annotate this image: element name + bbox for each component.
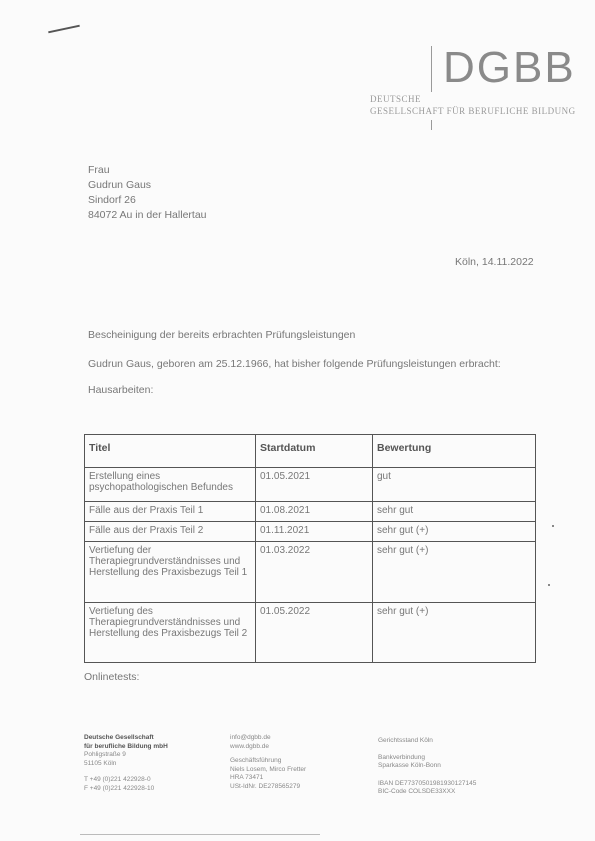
col-header-grade: Bewertung [373, 435, 536, 468]
exam-results-table [84, 434, 536, 663]
logo-line-2: GESELLSCHAFT FÜR BERUFLICHE BILDUNG [370, 106, 576, 116]
footer-registry: HRA 73471 [230, 774, 264, 781]
table-row [85, 502, 536, 522]
recipient-salutation: Frau [88, 164, 110, 176]
footer-street: Pohligstraße 9 [84, 751, 126, 758]
footer-phone: T +49 (0)221 422928-0 [84, 776, 151, 783]
footer-website: www.dgbb.de [230, 742, 270, 750]
footer-bank [378, 737, 476, 797]
footer-city: 51105 Köln [84, 759, 117, 767]
footer-management [230, 734, 306, 791]
table-row [85, 542, 536, 603]
recipient-address [88, 163, 207, 223]
footer-iban: IBAN DE77370501981930127145 [378, 779, 477, 787]
footer-company-suffix: für berufliche Bildung mbH [84, 742, 168, 750]
footer-spacer [84, 768, 168, 776]
footer-company-name: Deutsche Gesellschaft [84, 734, 154, 741]
table-row [85, 468, 536, 502]
footer-company [84, 734, 168, 793]
footer-managers: Niels Losem, Mirco Fretter [230, 765, 307, 773]
footer-fax: F +49 (0)221 422928-10 [84, 784, 155, 792]
cell-title: Fälle aus der Praxis Teil 2 [85, 522, 256, 542]
recipient-city: 84072 Au in der Hallertau [88, 209, 207, 221]
cell-startdate: 01.03.2022 [256, 542, 373, 603]
footer-bic: BIC-Code COLSDE33XXX [378, 788, 456, 795]
table-row [85, 603, 536, 663]
cell-grade: sehr gut (+) [373, 522, 536, 542]
letter-intro: Gudrun Gaus, geboren am 25.12.1966, hat bisher folgende Prüfungsleistungen erbracht: [88, 358, 501, 370]
bottom-rule [80, 834, 320, 835]
table-header-row [85, 435, 536, 468]
cell-startdate: 01.08.2021 [256, 502, 373, 522]
cell-startdate: 01.05.2021 [256, 468, 373, 502]
footer-vat-id: USt-IdNr. DE278565279 [230, 782, 301, 790]
cell-startdate: 01.05.2022 [256, 603, 373, 663]
footer-spacer [378, 771, 476, 780]
logo-line-1: DEUTSCHE [370, 94, 421, 104]
letter-date: Köln, 14.11.2022 [455, 256, 534, 268]
col-header-startdate: Startdatum [256, 435, 373, 468]
section-online: Onlinetests: [84, 671, 140, 683]
logo-divider [431, 46, 432, 92]
cell-title: Erstellung eines psychopathologischen Befundes [85, 468, 256, 502]
section-homework: Hausarbeiten: [88, 384, 154, 396]
logo-mark: DGBB [443, 43, 576, 92]
scan-mark [48, 25, 80, 34]
cell-grade: gut [373, 468, 536, 502]
cell-startdate: 01.11.2021 [256, 522, 373, 542]
letter-subject: Bescheinigung der bereits erbrachten Prüfungsleistungen [88, 329, 356, 341]
footer-bank-label: Bankverbindung [378, 753, 425, 761]
table-row [85, 522, 536, 542]
footer-email: info@dgbb.de [230, 734, 271, 741]
footer-court: Gerichtsstand Köln [378, 737, 433, 744]
scan-speck [552, 525, 554, 527]
cell-title: Vertiefung der Therapiegrundverständnisses und Herstellung des Praxisbezugs Teil 1 [85, 542, 256, 603]
footer-bank-name: Sparkasse Köln-Bonn [378, 762, 441, 769]
recipient-street: Sindorf 26 [88, 194, 136, 206]
cell-title: Vertiefung des Therapiegrundverständnisses und Herstellung des Praxisbezugs Teil 2 [85, 603, 256, 663]
logo-divider-small [431, 120, 432, 130]
cell-grade: sehr gut [373, 502, 536, 522]
col-header-title: Titel [85, 435, 256, 468]
cell-grade: sehr gut (+) [373, 603, 536, 663]
cell-grade: sehr gut (+) [373, 542, 536, 603]
cell-title: Fälle aus der Praxis Teil 1 [85, 502, 256, 522]
footer-management-label: Geschäftsführung [230, 757, 282, 764]
recipient-name: Gudrun Gaus [88, 179, 152, 191]
scan-speck [548, 584, 550, 586]
